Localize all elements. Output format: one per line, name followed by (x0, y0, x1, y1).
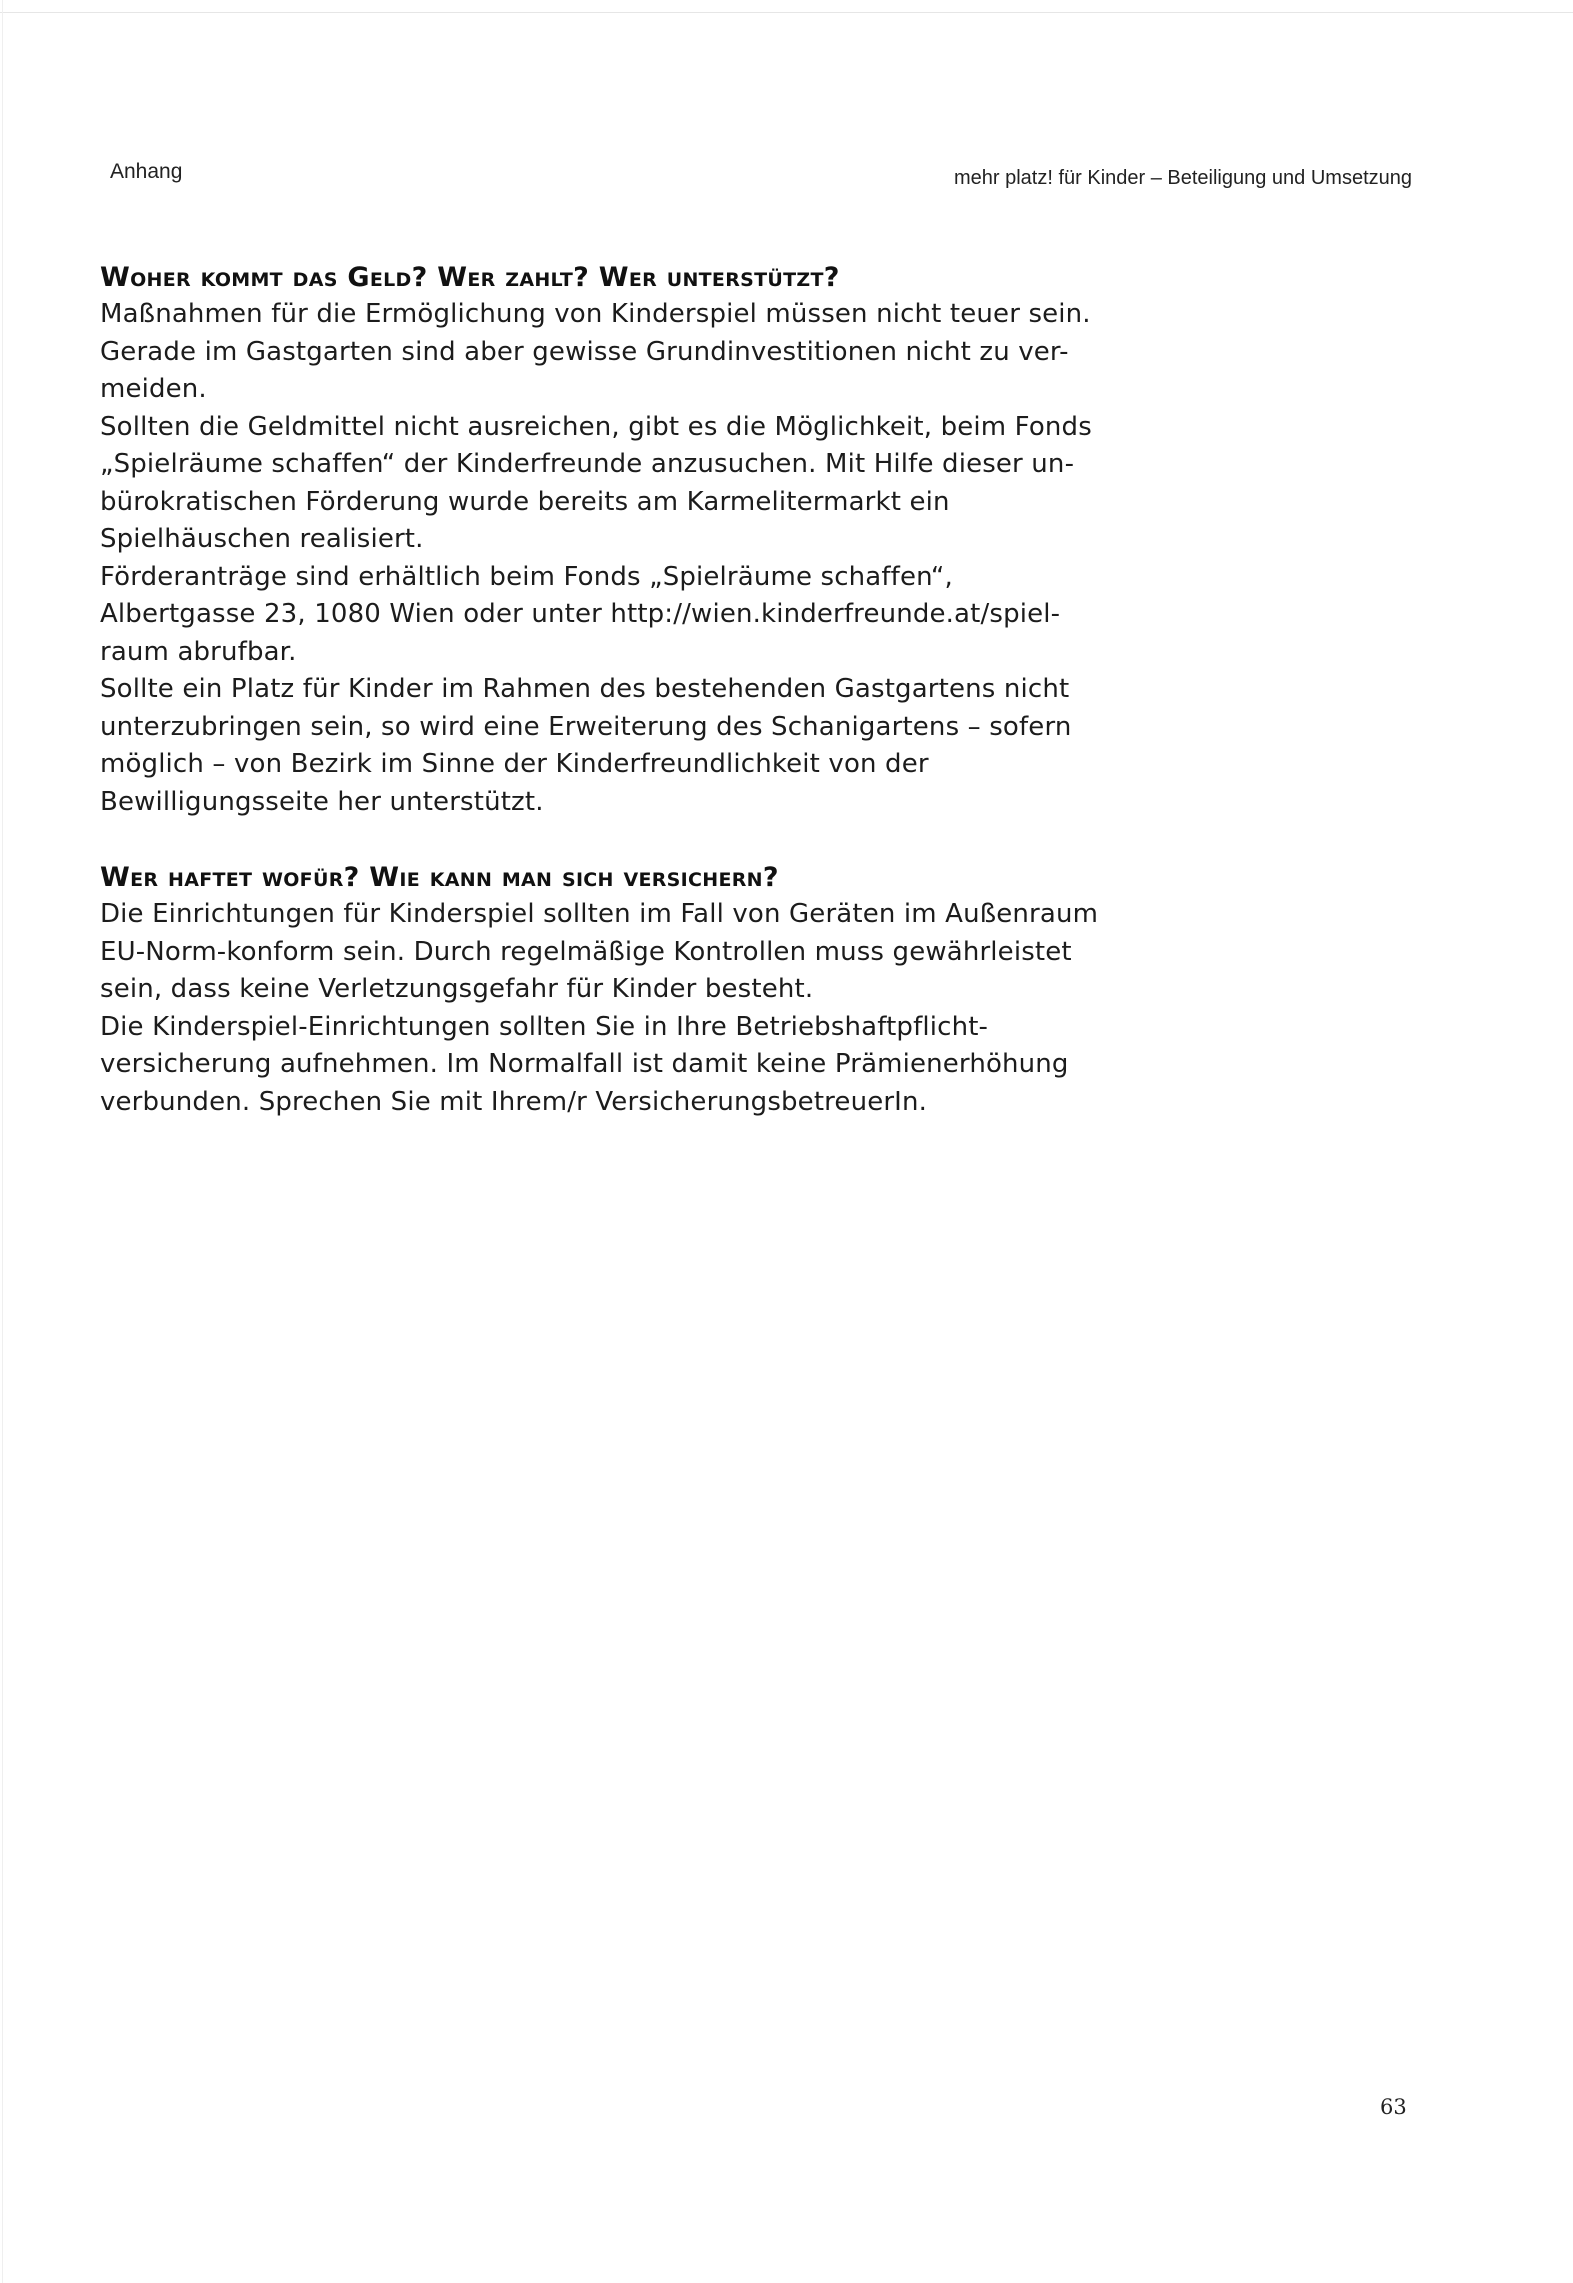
paragraph-line: EU-Norm-konform sein. Durch regelmäßige Kontrollen muss gewährleistet (100, 936, 1072, 967)
paragraph-line: bürokratischen Förderung wurde bereits am Karmelitermarkt ein (100, 486, 950, 517)
section-funding (100, 259, 1120, 821)
paragraph-line: Die Einrichtungen für Kinderspiel sollten im Fall von Geräten im Außenraum (100, 899, 1099, 929)
paragraph-line: Gerade im Gastgarten sind aber gewisse Grundinvestitionen nicht zu ver- (100, 336, 1069, 367)
paragraph-line: Albertgasse 23, 1080 Wien oder unter http://wien.kinderfreunde.at/spiel- (100, 599, 1061, 629)
running-header-section: Anhang (110, 160, 183, 183)
paragraph-line: möglich – von Bezirk im Sinne der Kinderfreundlichkeit von der (100, 749, 929, 779)
paragraph-line: Spielhäuschen realisiert. (100, 524, 424, 554)
paragraph-line: Sollten die Geldmittel nicht ausreichen, gibt es die Möglichkeit, beim Fonds (100, 411, 1092, 442)
main-content (100, 259, 1120, 1159)
scan-edge-top (0, 12, 1573, 13)
paragraph-line: unterzubringen sein, so wird eine Erweiterung des Schanigartens – sofern (100, 711, 1072, 742)
paragraph-line: Die Kinderspiel-Einrichtungen sollten Sie in Ihre Betriebshaftpflicht- (100, 1011, 989, 1042)
section-heading: Woher kommt das Geld? Wer zahlt? Wer unterstützt? (100, 262, 840, 293)
paragraph-line: Förderanträge sind erhältlich beim Fonds „Spielräume schaffen“, (100, 561, 953, 592)
paragraph-line: „Spielräume schaffen“ der Kinderfreunde anzusuchen. Mit Hilfe dieser un- (100, 449, 1075, 479)
running-header-title: mehr platz! für Kinder – Beteiligung und Umsetzung (953, 167, 1412, 189)
paragraph-line: meiden. (100, 374, 207, 404)
section-heading: Wer haftet wofür? Wie kann man sich versichern? (100, 862, 779, 893)
paragraph-line: Sollte ein Platz für Kinder im Rahmen des bestehenden Gastgartens nicht (100, 674, 1070, 704)
paragraph-line: raum abrufbar. (100, 636, 297, 667)
paragraph-line: Maßnahmen für die Ermöglichung von Kinderspiel müssen nicht teuer sein. (100, 299, 1091, 329)
paragraph-line: verbunden. Sprechen Sie mit Ihrem/r VersicherungsbetreuerIn. (100, 1086, 928, 1117)
scan-edge-left (2, 0, 3, 2283)
section-liability (100, 859, 1120, 1121)
paragraph-line: Bewilligungsseite her unterstützt. (100, 786, 544, 817)
paragraph-line: versicherung aufnehmen. Im Normalfall ist damit keine Prämienerhöhung (100, 1049, 1069, 1079)
paragraph-line: sein, dass keine Verletzungsgefahr für Kinder besteht. (100, 974, 814, 1004)
page-number: 63 (1380, 2095, 1407, 2119)
